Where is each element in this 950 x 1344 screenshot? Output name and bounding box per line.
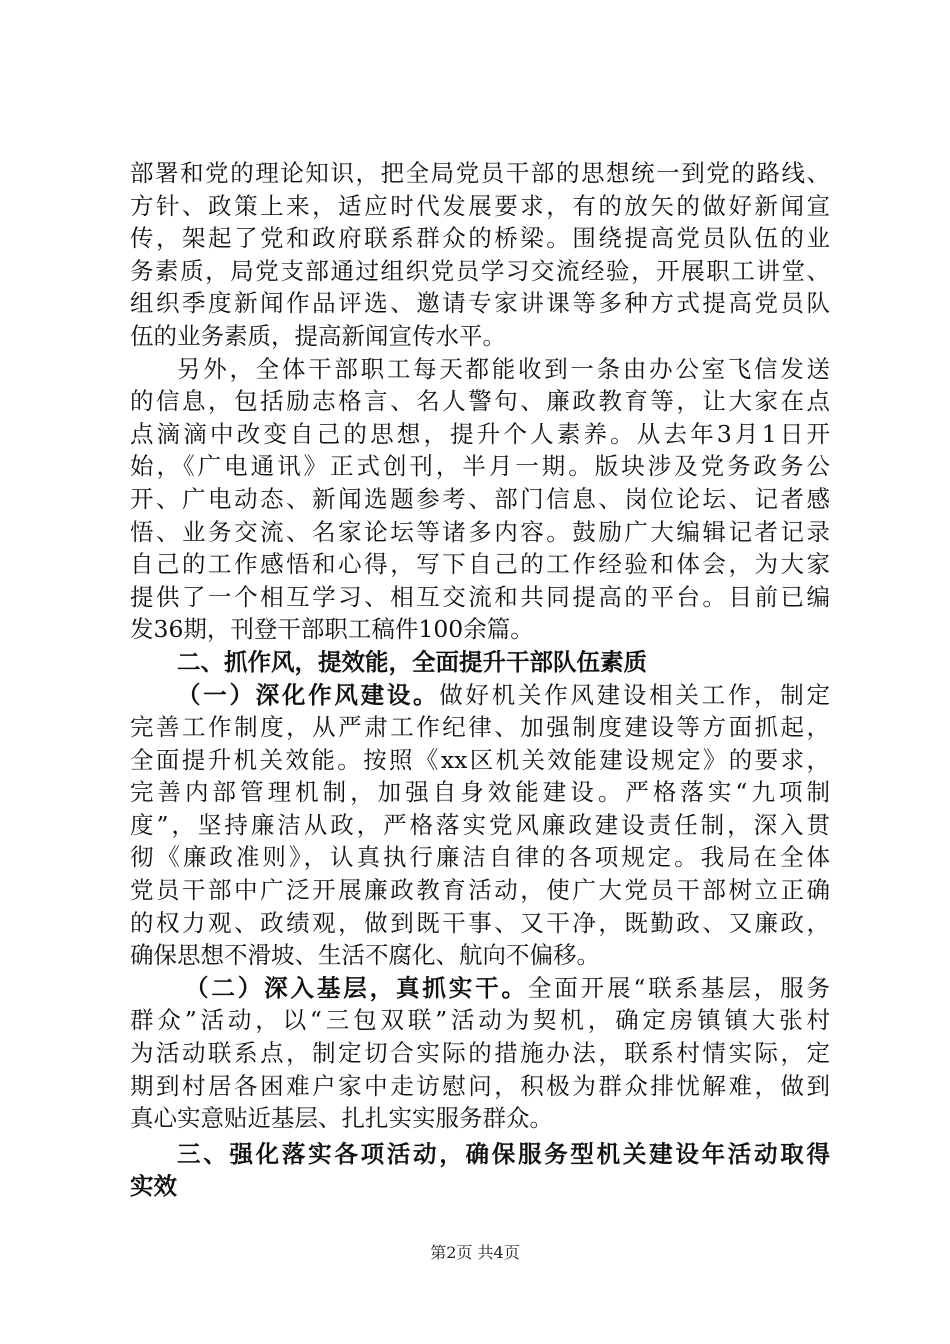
paragraph-line: 开、广电动态、新闻选题参考、部门信息、岗位论坛、记者感 — [130, 484, 830, 513]
paragraph-line: 彻《廉政准则》，认真执行廉洁自律的各项规定。我局在全体 — [130, 843, 830, 872]
paragraph-line: 完善内部管理机制，加强自身效能建设。严格落实“九项制 — [130, 778, 830, 807]
subsection-1-text: 做好机关作风建设相关工作，制定 — [439, 680, 831, 709]
document-body — [130, 157, 830, 1203]
paragraph-line: 伍的业务素质，提高新闻宣传水平。 — [130, 321, 506, 350]
paragraph-line: 自己的工作感悟和心得，写下自己的工作经验和体会，为大家 — [130, 550, 830, 579]
section-heading-3-continued: 实效 — [130, 1172, 177, 1201]
paragraph-line: 的权力观、政绩观，做到既干事、又干净，既勤政、又廉政， — [130, 908, 830, 937]
paragraph-line: 期到村居各困难户家中走访慰问，积极为群众排忧解难，做到 — [130, 1071, 830, 1100]
paragraph-line: 确保思想不滑坡、生活不腐化、航向不偏移。 — [130, 941, 600, 970]
paragraph-line: 部署和党的理论知识，把全局党员干部的思想统一到党的路线、 — [130, 159, 830, 187]
subsection-2-title: （二）深入基层，真抓实干。 — [185, 973, 528, 1002]
paragraph-line: 提供了一个相互学习、相互交流和共同提高的平台。目前已编 — [130, 582, 830, 611]
subsection-2-text: 全面开展“联系基层，服务 — [527, 973, 831, 1002]
paragraph-line: 悟、业务交流、名家论坛等诸多内容。鼓励广大编辑记者记录 — [130, 517, 830, 546]
section-heading-2: 二、抓作风，提效能，全面提升干部队伍素质 — [177, 647, 647, 676]
paragraph-line: 真心实意贴近基层、扎扎实实服务群众。 — [130, 1104, 553, 1133]
paragraph-line: 全面提升机关效能。按照《xx区机关效能建设规定》的要求， — [130, 745, 830, 774]
paragraph-line: 点滴滴中改变自己的思想，提升个人素养。从去年3月1日开 — [130, 419, 830, 448]
section-heading-3: 三、强化落实各项活动，确保服务型机关建设年活动取得 — [177, 1139, 830, 1168]
paragraph-line: 另外，全体干部职工每天都能收到一条由办公室飞信发送 — [177, 354, 830, 383]
paragraph-line: 为活动联系点，制定切合实际的措施办法，联系村情实际，定 — [130, 1039, 830, 1068]
paragraph-line: 完善工作制度，从严肃工作纪律、加强制度建设等方面抓起， — [130, 713, 830, 742]
subsection-1-first-line — [130, 679, 830, 712]
paragraph-line: 群众”活动，以“三包双联”活动为契机，确定房镇镇大张村 — [130, 1006, 830, 1035]
subsection-1-title: （一）深化作风建设。 — [177, 680, 440, 709]
paragraph-line: 发36期，刊登干部职工稿件100余篇。 — [130, 615, 534, 644]
paragraph-line: 的信息，包括励志格言、名人警句、廉政教育等，让大家在点 — [130, 387, 830, 416]
paragraph-line: 党员干部中广泛开展廉政教育活动，使广大党员干部树立正确 — [130, 876, 830, 905]
paragraph-line: 方针、政策上来，适应时代发展要求，有的放矢的做好新闻宣 — [130, 191, 830, 220]
paragraph-line: 务素质，局党支部通过组织党员学习交流经验，开展职工讲堂、 — [130, 256, 830, 285]
paragraph-line: 度”，坚持廉洁从政，严格落实党风廉政建设责任制，深入贯 — [130, 810, 830, 839]
subsection-2-first-line — [130, 972, 830, 1005]
page-footer: 第2页 共4页 — [430, 1243, 520, 1262]
paragraph-line: 组织季度新闻作品评选、邀请专家讲课等多种方式提高党员队 — [130, 289, 830, 318]
paragraph-line: 传，架起了党和政府联系群众的桥梁。围绕提高党员队伍的业 — [130, 224, 830, 253]
paragraph-line: 始，《广电通讯》正式创刊，半月一期。版块涉及党务政务公 — [130, 452, 830, 481]
